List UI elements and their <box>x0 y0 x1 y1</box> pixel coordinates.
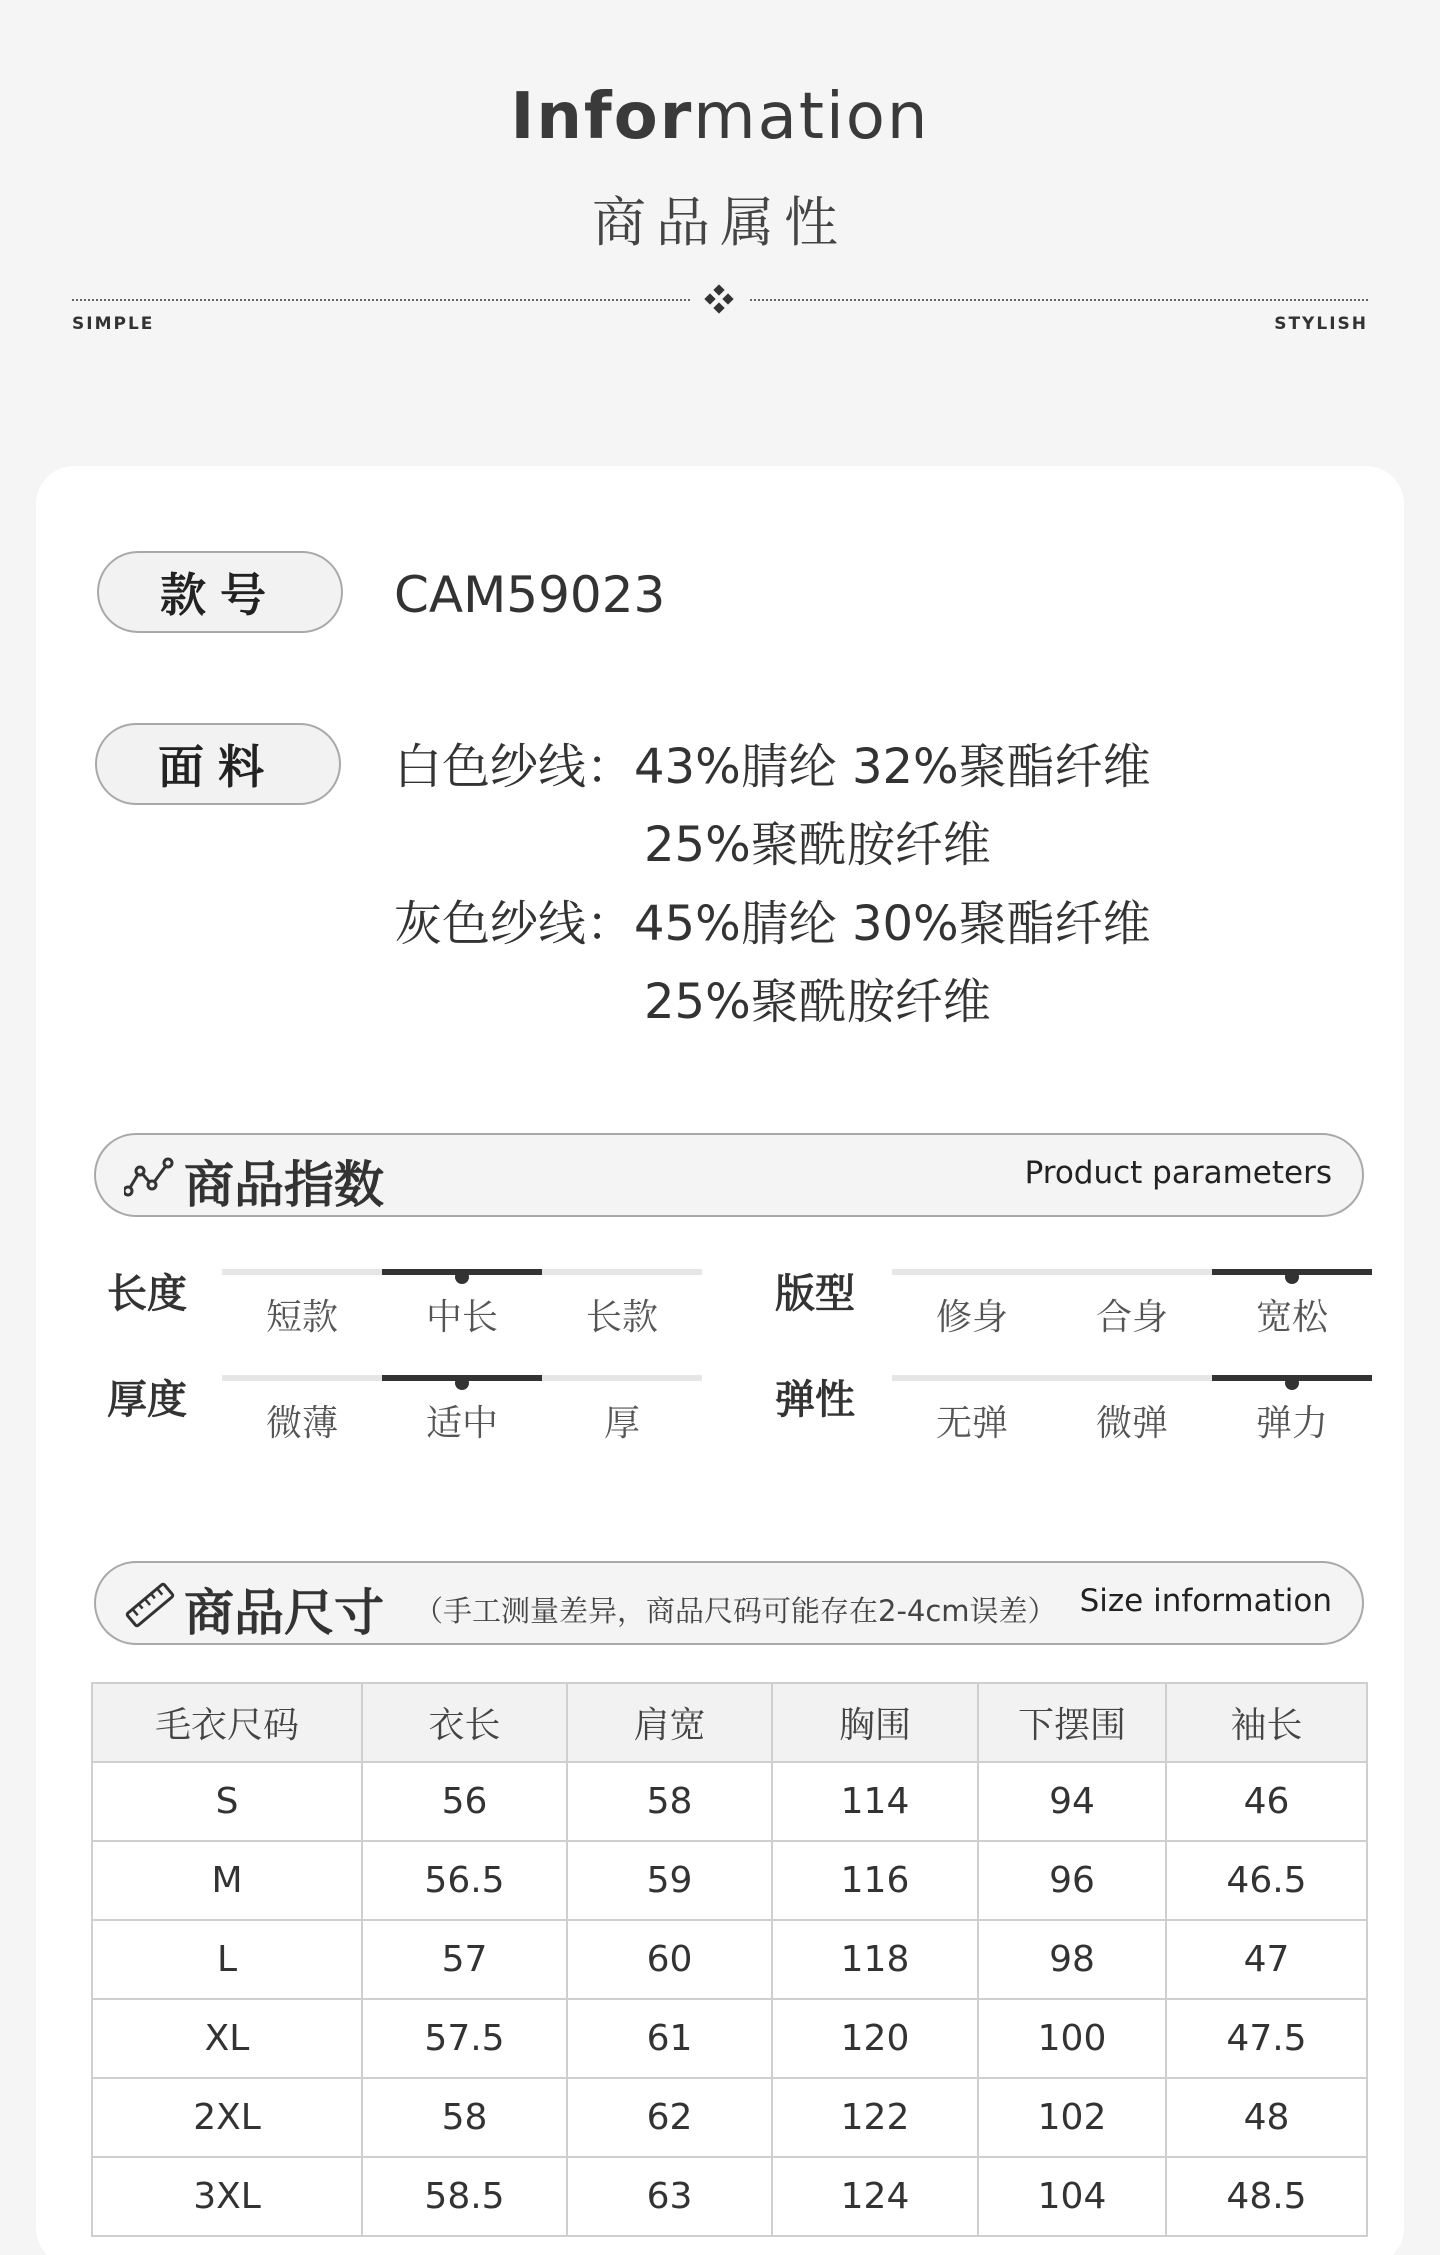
size-code-cell: 2XL <box>92 2078 362 2157</box>
measure-cell: 48.5 <box>1166 2157 1367 2236</box>
index-label: 弹性 <box>775 1377 855 1423</box>
measure-cell: 122 <box>772 2078 978 2157</box>
measure-cell: 47 <box>1166 1920 1367 1999</box>
index-option: 宽松 <box>1255 1297 1328 1338</box>
style-number: CAM59023 <box>394 566 666 624</box>
measure-cell: 94 <box>978 1762 1166 1841</box>
column-header: 下摆围 <box>978 1683 1166 1762</box>
measure-cell: 57.5 <box>362 1999 567 2078</box>
measure-cell: 116 <box>772 1841 978 1920</box>
index-option: 弹力 <box>1255 1403 1328 1444</box>
size-table <box>91 1682 1368 2237</box>
table-row <box>92 2157 1367 2236</box>
size-subtitle: Size information <box>1079 1583 1332 1619</box>
size-title: 商品尺寸 <box>184 1584 384 1642</box>
measure-cell: 124 <box>772 2157 978 2236</box>
measure-cell: 114 <box>772 1762 978 1841</box>
tag-simple: SIMPLE <box>72 314 155 334</box>
measure-cell: 118 <box>772 1920 978 1999</box>
index-option: 微薄 <box>265 1403 338 1444</box>
measure-cell: 100 <box>978 1999 1166 2078</box>
measure-cell: 56 <box>362 1762 567 1841</box>
measure-cell: 56.5 <box>362 1841 567 1920</box>
ruler-icon <box>124 1581 176 1629</box>
measure-cell: 104 <box>978 2157 1166 2236</box>
measure-cell: 61 <box>567 1999 772 2078</box>
fabric-line-white-cont: 25%聚酰胺纤维 <box>644 817 991 873</box>
index-option: 微弹 <box>1095 1403 1168 1444</box>
style-label-pill: 款号 <box>97 551 343 633</box>
size-code-cell: 3XL <box>92 2157 362 2236</box>
trend-line-icon <box>124 1157 174 1197</box>
fabric-line-grey: 灰色纱线：45%腈纶 30%聚酯纤维 <box>394 896 1151 952</box>
title-en <box>0 80 1440 154</box>
size-table-body <box>92 1762 1367 2236</box>
fabric-line-grey-cont: 25%聚酰胺纤维 <box>644 974 991 1030</box>
index-option: 适中 <box>425 1403 498 1444</box>
column-header: 袖长 <box>1166 1683 1367 1762</box>
index-option: 合身 <box>1095 1297 1168 1338</box>
column-header: 毛衣尺码 <box>92 1683 362 1762</box>
tag-stylish: STYLISH <box>1274 314 1368 334</box>
fabric-label-pill: 面料 <box>95 723 341 805</box>
measure-cell: 63 <box>567 2157 772 2236</box>
column-header: 胸围 <box>772 1683 978 1762</box>
title-en-light: mation <box>693 80 930 154</box>
index-marker <box>455 1270 469 1284</box>
index-marker <box>1285 1270 1299 1284</box>
measure-cell: 98 <box>978 1920 1166 1999</box>
size-note: （手工测量差异，商品尺码可能存在2-4cm误差） <box>414 1594 1057 1628</box>
measure-cell: 47.5 <box>1166 1999 1367 2078</box>
column-header: 肩宽 <box>567 1683 772 1762</box>
table-row <box>92 2078 1367 2157</box>
table-row <box>92 1762 1367 1841</box>
title-en-bold: Infor <box>510 80 694 154</box>
measure-cell: 46 <box>1166 1762 1367 1841</box>
index-option: 无弹 <box>935 1403 1008 1444</box>
size-code-cell: XL <box>92 1999 362 2078</box>
measure-cell: 58 <box>362 2078 567 2157</box>
index-label: 长度 <box>107 1271 187 1317</box>
size-bar <box>94 1561 1364 1645</box>
divider-left <box>72 299 690 301</box>
index-marker <box>455 1376 469 1390</box>
measure-cell: 60 <box>567 1920 772 1999</box>
fabric-line-white: 白色纱线：43%腈纶 32%聚酯纤维 <box>394 739 1151 795</box>
measure-cell: 96 <box>978 1841 1166 1920</box>
indices-subtitle: Product parameters <box>1024 1155 1332 1191</box>
measure-cell: 59 <box>567 1841 772 1920</box>
measure-cell: 58.5 <box>362 2157 567 2236</box>
measure-cell: 58 <box>567 1762 772 1841</box>
index-label: 厚度 <box>107 1377 187 1423</box>
indices-bar <box>94 1133 1364 1217</box>
index-option: 厚 <box>603 1403 640 1444</box>
indices-title: 商品指数 <box>184 1156 384 1214</box>
title-cn: 商品属性 <box>592 191 848 254</box>
table-row <box>92 1999 1367 2078</box>
measure-cell: 46.5 <box>1166 1841 1367 1920</box>
size-table-header <box>92 1683 1367 1762</box>
divider-right <box>750 299 1368 301</box>
measure-cell: 48 <box>1166 2078 1367 2157</box>
table-row <box>92 1841 1367 1920</box>
index-option: 中长 <box>425 1297 498 1338</box>
index-option: 短款 <box>265 1297 338 1338</box>
measure-cell: 57 <box>362 1920 567 1999</box>
column-header: 衣长 <box>362 1683 567 1762</box>
index-marker <box>1285 1376 1299 1390</box>
measure-cell: 102 <box>978 2078 1166 2157</box>
measure-cell: 62 <box>567 2078 772 2157</box>
index-label: 版型 <box>775 1271 855 1317</box>
size-code-cell: M <box>92 1841 362 1920</box>
size-code-cell: S <box>92 1762 362 1841</box>
measure-cell: 120 <box>772 1999 978 2078</box>
cross-ornament-icon <box>704 284 734 314</box>
index-option: 长款 <box>585 1297 658 1338</box>
size-code-cell: L <box>92 1920 362 1999</box>
index-option: 修身 <box>935 1297 1008 1338</box>
table-row <box>92 1920 1367 1999</box>
